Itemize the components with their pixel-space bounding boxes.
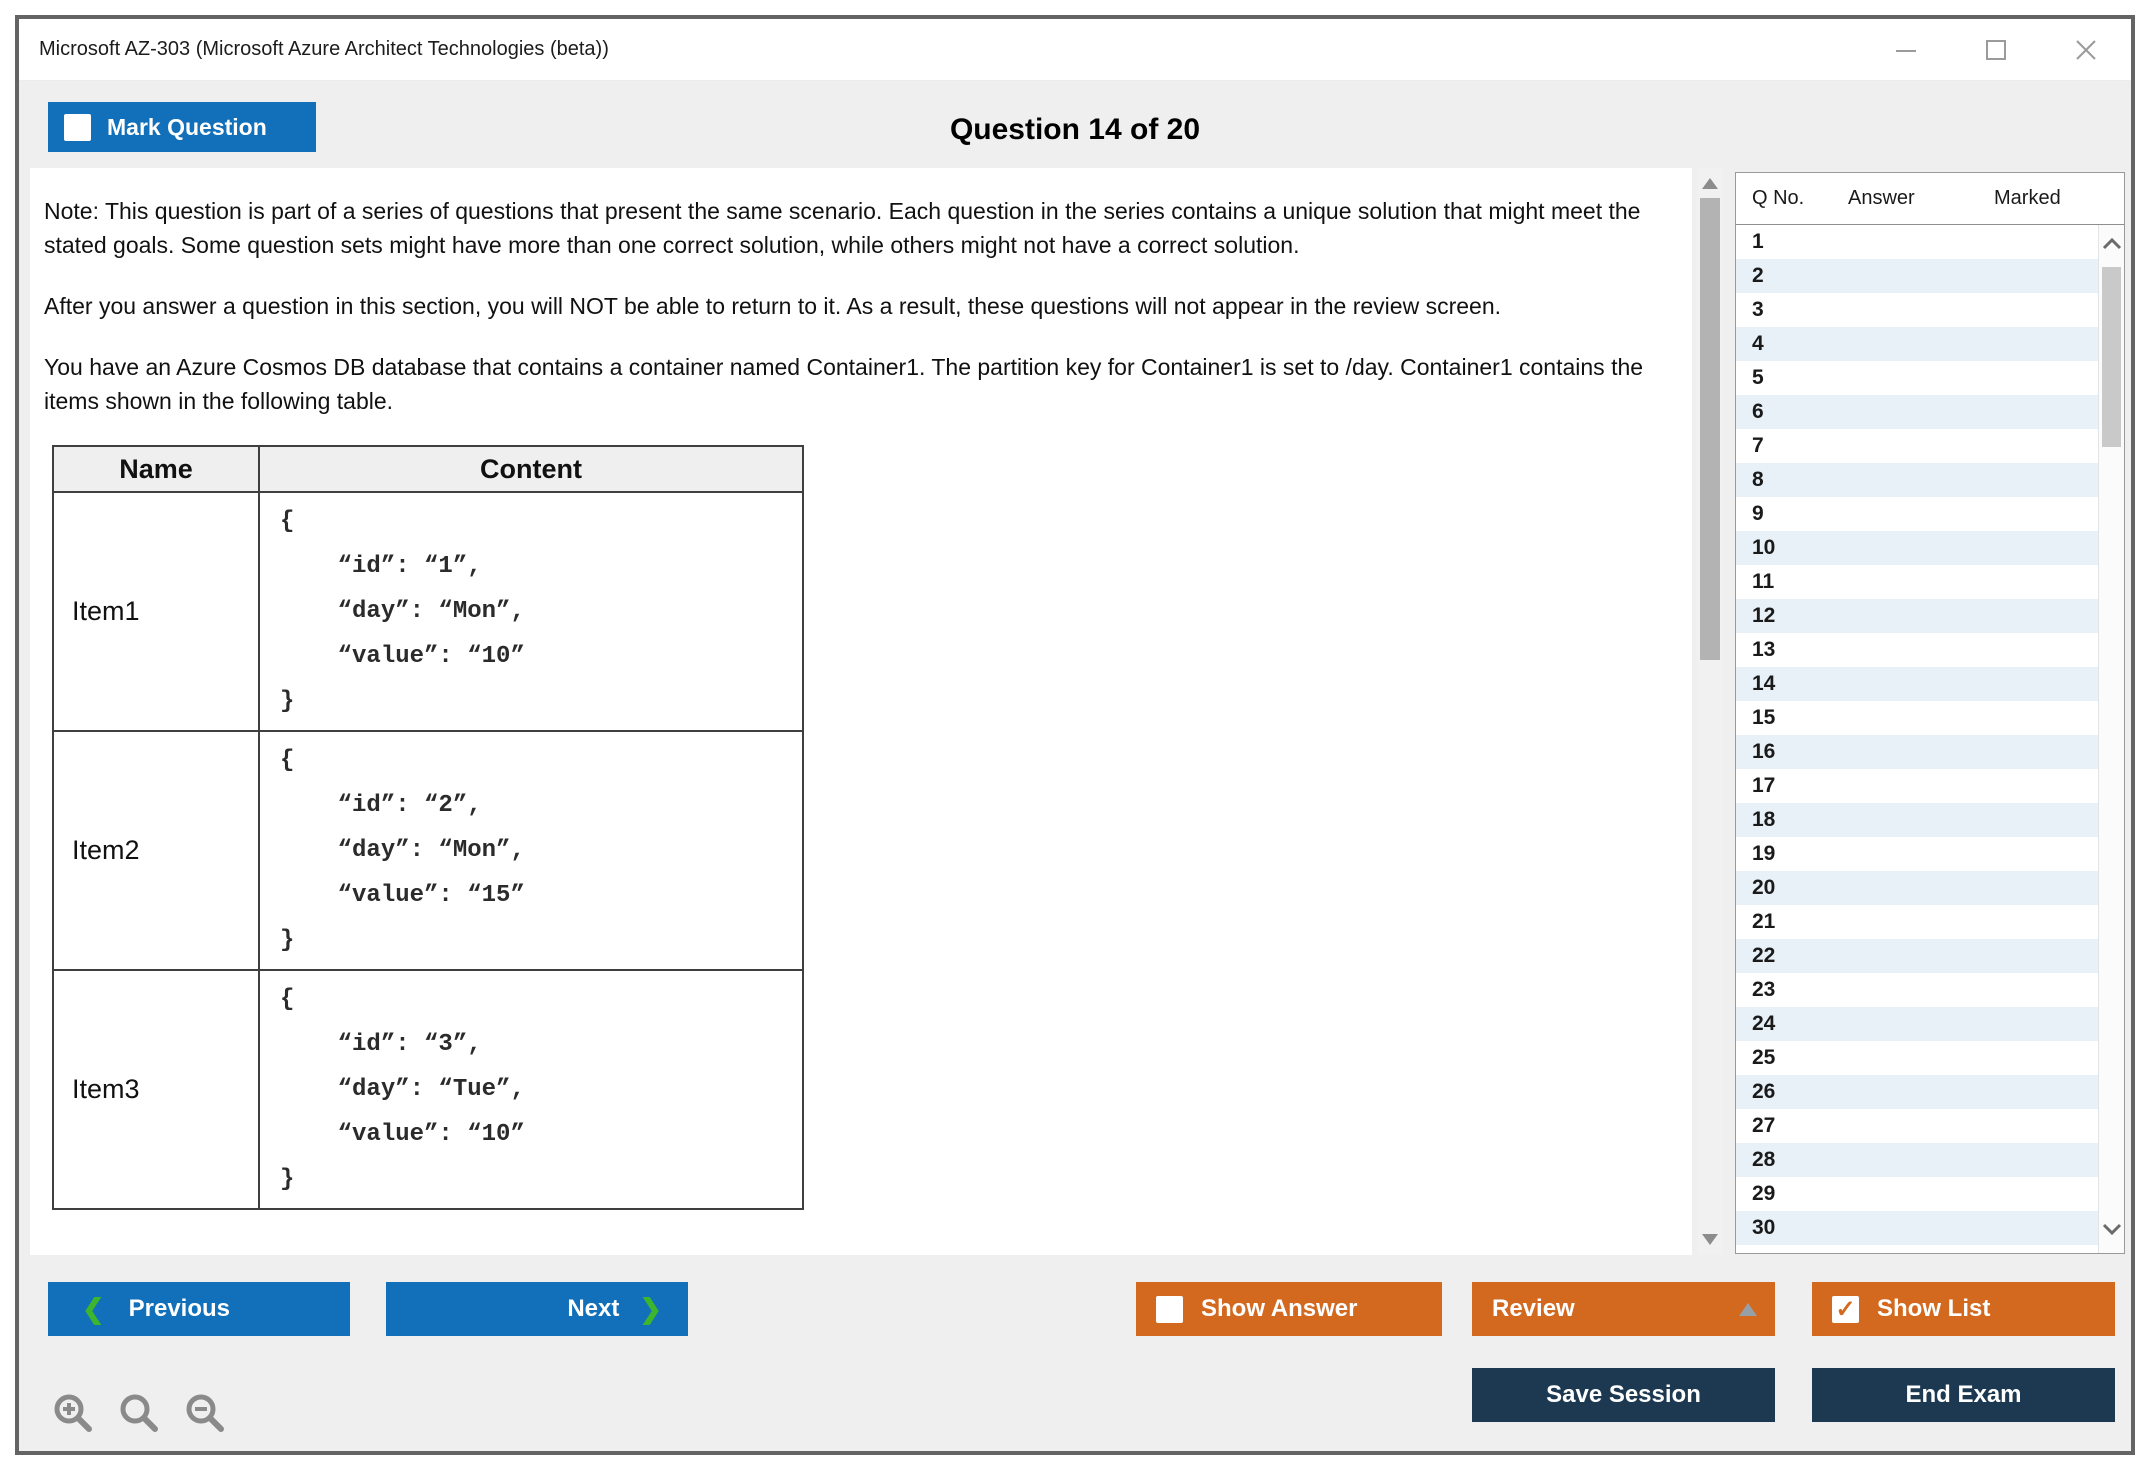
question-content-panel [30,168,1692,1255]
review-label: Review [1492,1295,1575,1322]
zoom-in-icon[interactable] [50,1390,96,1436]
question-list-row[interactable] [1736,1177,2098,1211]
item-content-cell [259,731,803,970]
scroll-up-arrow-icon[interactable] [1702,178,1718,189]
save-session-button[interactable]: Save Session [1472,1368,1775,1422]
question-number: 17 [1752,774,1776,797]
json-code-line: { [280,747,295,774]
question-number: 30 [1752,1216,1776,1239]
question-list-row[interactable] [1736,837,2098,871]
table-header-name: Name [53,446,259,492]
question-number: 19 [1752,842,1776,865]
item-name-cell: Item3 [53,970,259,1209]
question-list-row[interactable] [1736,1143,2098,1177]
question-number: 21 [1752,910,1776,933]
question-list-row[interactable] [1736,293,2098,327]
item-content-cell [259,492,803,731]
previous-button[interactable] [48,1282,350,1336]
question-number: 4 [1752,332,1764,355]
question-number: 20 [1752,876,1776,899]
question-number: 8 [1752,468,1764,491]
chevron-right-icon: ❯ [639,1293,662,1324]
table-row [53,492,803,731]
question-number: 25 [1752,1046,1776,1069]
question-list-row[interactable] [1736,395,2098,429]
question-list-panel [1735,172,2125,1254]
question-list-row[interactable] [1736,1041,2098,1075]
question-number: 10 [1752,536,1776,559]
scroll-down-chevron-icon[interactable] [2102,1222,2122,1241]
json-code-line: “value”: “10” [280,1121,525,1148]
maximize-icon[interactable] [1981,35,2011,65]
question-list-row[interactable] [1736,769,2098,803]
json-code-line: “value”: “15” [280,882,525,909]
question-number: 9 [1752,502,1764,525]
question-list-row[interactable] [1736,259,2098,293]
question-number: 12 [1752,604,1776,627]
question-list-row[interactable] [1736,429,2098,463]
question-list-row[interactable] [1736,667,2098,701]
question-number: 16 [1752,740,1776,763]
content-scrollbar[interactable] [1697,168,1723,1255]
question-number: 27 [1752,1114,1776,1137]
question-text [44,194,1668,418]
question-number: 28 [1752,1148,1776,1171]
question-list-row[interactable] [1736,973,2098,1007]
magnifier-icon[interactable] [116,1390,162,1436]
question-number: 3 [1752,298,1764,321]
table-header-content: Content [259,446,803,492]
previous-label: Previous [128,1295,231,1322]
question-list-row[interactable] [1736,905,2098,939]
scroll-up-chevron-icon[interactable] [2102,237,2122,256]
json-code-line: “day”: “Tue”, [280,1076,525,1103]
item-name-cell: Item1 [53,492,259,731]
exam-window [15,15,2135,1455]
chevron-left-icon: ❮ [82,1293,105,1324]
json-code-line: “day”: “Mon”, [280,837,525,864]
json-code-line: “day”: “Mon”, [280,598,525,625]
question-number: 5 [1752,366,1764,389]
review-button[interactable] [1472,1282,1775,1336]
show-answer-checkbox-icon[interactable] [1156,1296,1183,1323]
question-number: 26 [1752,1080,1776,1103]
question-list-row[interactable] [1736,225,2098,259]
question-list-row[interactable] [1736,1075,2098,1109]
question-list-row[interactable] [1736,361,2098,395]
column-header-marked: Marked [1994,187,2061,209]
question-number: 24 [1752,1012,1776,1035]
next-label: Next [567,1295,620,1322]
question-list-row[interactable] [1736,1007,2098,1041]
question-number: 7 [1752,434,1764,457]
question-number: 14 [1752,672,1776,695]
question-paragraph: After you answer a question in this section, you will NOT be able to return to it. As a result, these questions will not appear in the review screen. [44,293,1501,319]
show-answer-button[interactable] [1136,1282,1442,1336]
table-row [53,970,803,1209]
question-list-row[interactable] [1736,531,2098,565]
scroll-down-arrow-icon[interactable] [1702,1234,1718,1245]
json-code-line: “id”: “2”, [280,792,482,819]
json-code-line: { [280,508,295,535]
json-code-line: “id”: “1”, [280,553,482,580]
question-paragraph: Note: This question is part of a series of questions that present the same scenario. Each question in the series contains a unique solution that might meet the stated goals. Some question sets might have more than one correct solution, while others might not have a correct solution. [44,198,1641,258]
question-list-row[interactable] [1736,497,2098,531]
show-list-checkbox-icon[interactable] [1832,1296,1859,1323]
question-list-row[interactable] [1736,565,2098,599]
question-number: 18 [1752,808,1776,831]
question-number: 1 [1752,230,1764,253]
window-controls [1891,19,2101,81]
question-list-scrollbar-thumb[interactable] [2102,267,2121,447]
question-counter: Question 14 of 20 [949,113,1201,146]
title-bar [19,19,2131,81]
show-answer-label: Show Answer [1201,1295,1358,1322]
json-code-line: } [280,927,295,954]
question-list-row[interactable] [1736,1211,2098,1245]
show-list-button[interactable] [1812,1282,2115,1336]
question-number: 23 [1752,978,1776,1001]
question-list-row[interactable] [1736,463,2098,497]
question-list-row[interactable] [1736,735,2098,769]
json-code-line: { [280,986,295,1013]
json-code-line: } [280,1166,295,1193]
json-code-line: “value”: “10” [280,643,525,670]
json-code-line: “id”: “3”, [280,1031,482,1058]
question-list-scrollbar[interactable] [2098,225,2124,1253]
question-list-header [1736,173,2124,225]
table-row [53,731,803,970]
item-content-cell [259,970,803,1209]
question-list-row[interactable] [1736,701,2098,735]
table-header-row [53,446,803,492]
question-number: 22 [1752,944,1776,967]
question-number: 2 [1752,264,1764,287]
question-list-row[interactable] [1736,939,2098,973]
question-number: 6 [1752,400,1764,423]
question-list-rows [1736,225,2098,1253]
item-name-cell: Item2 [53,731,259,970]
question-list-row[interactable] [1736,633,2098,667]
show-list-label: Show List [1877,1295,1991,1322]
question-paragraph: You have an Azure Cosmos DB database that contains a container named Container1. The partition key for Container1 is set to /day. Container1 contains the items shown in the following table. [44,354,1644,414]
column-header-answer: Answer [1848,187,1915,209]
minimize-icon[interactable] [1891,35,1921,65]
zoom-out-icon[interactable] [182,1390,228,1436]
collapse-triangle-icon [1739,1303,1757,1316]
question-number: 15 [1752,706,1776,729]
question-list-row[interactable] [1736,1109,2098,1143]
question-table [52,445,804,1210]
column-header-qno: Q No. [1752,187,1805,209]
next-button[interactable] [386,1282,688,1336]
question-list-row[interactable] [1736,327,2098,361]
question-list-row[interactable] [1736,599,2098,633]
zoom-toolbar [50,1390,228,1436]
window-title: Microsoft AZ-303 (Microsoft Azure Architect Technologies (beta)) [39,38,609,60]
question-list-row[interactable] [1736,803,2098,837]
question-number: 11 [1752,570,1775,593]
question-list-row[interactable] [1736,871,2098,905]
close-icon[interactable] [2071,35,2101,65]
end-exam-button[interactable]: End Exam [1812,1368,2115,1422]
mark-question-label: Mark Question [107,113,267,140]
question-table-body [53,492,803,1209]
json-code-line: } [280,688,295,715]
content-scrollbar-thumb[interactable] [1700,198,1720,660]
question-number: 29 [1752,1182,1776,1205]
question-number: 13 [1752,638,1776,661]
